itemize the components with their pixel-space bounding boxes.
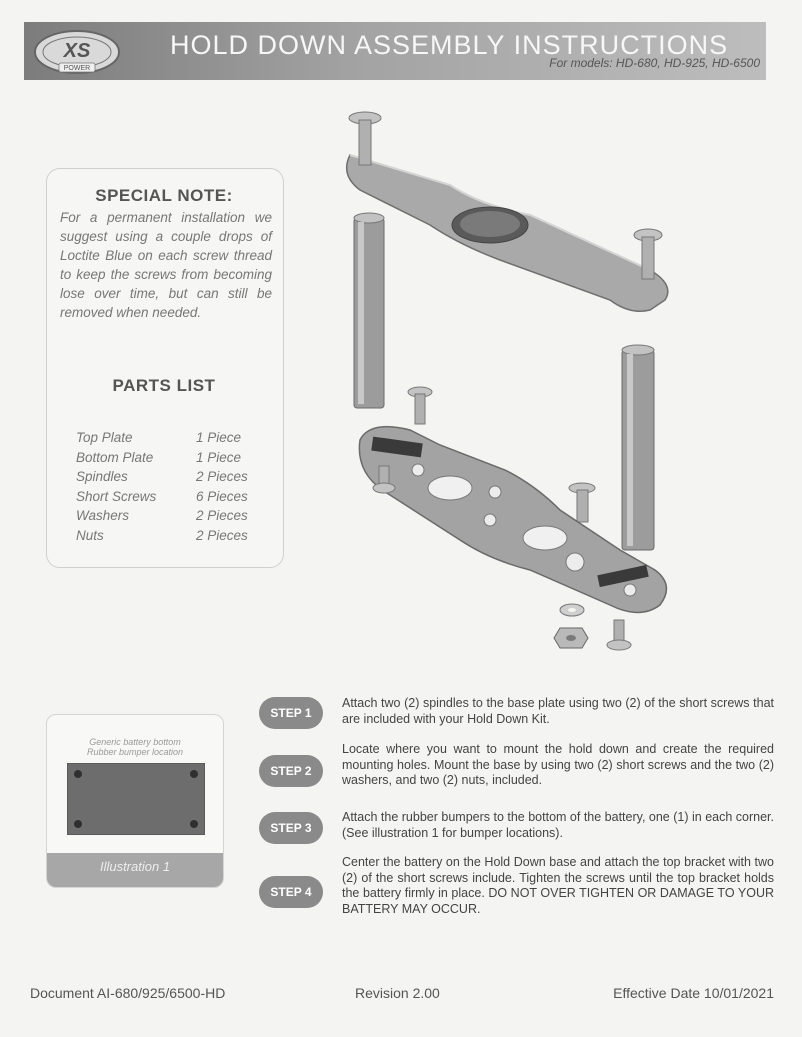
logo-subtext: POWER: [63, 65, 91, 72]
washer-icon: [560, 604, 584, 616]
assembly-diagram: [330, 100, 690, 660]
battery-bottom: [67, 763, 205, 835]
part-name: Nuts: [76, 527, 104, 543]
top-plate: [347, 155, 668, 311]
list-item: [76, 430, 276, 450]
bumper-icon: [74, 770, 82, 778]
illustration-label: Rubber bumper location: [86, 747, 184, 757]
step-text: Locate where you want to mount the hold down and create the required mounting holes. Mount the base by using two (2) short screws and the two (2) washers, and two (2) nuts, included.: [342, 742, 774, 787]
spindle-right: [622, 345, 654, 550]
list-item: [76, 469, 276, 489]
step-badge: STEP 4: [259, 876, 323, 908]
screw-icon: [607, 620, 631, 650]
document-number: Document AI-680/925/6500-HD: [30, 985, 226, 1001]
step-text: Center the battery on the Hold Down base and attach the top bracket with two (2) of the short screws include. Tighten the screws until the top bracket holds the battery firmly in place. DO NOT OVER TIGHTEN OR DAMAGE TO YOUR BATTERY MAY OCCUR.: [342, 855, 774, 916]
parts-list-title: PARTS LIST: [112, 376, 216, 395]
list-item: [76, 450, 276, 470]
screw-icon: [569, 483, 595, 522]
part-name: Short Screws: [76, 488, 157, 504]
illustration-panel: [46, 714, 224, 888]
illustration-label: Generic battery bottom: [89, 737, 181, 747]
part-qty: 1 Piece: [196, 430, 242, 445]
xs-power-logo: [32, 28, 122, 76]
nut-icon: [554, 628, 588, 648]
bumper-icon: [190, 820, 198, 828]
part-qty: 2 Pieces: [196, 469, 248, 484]
bottom-plate: [359, 427, 666, 613]
list-item: [76, 508, 276, 528]
list-item: [76, 528, 276, 548]
effective-date: Effective Date 10/01/2021: [613, 985, 774, 1001]
part-qty: 1 Piece: [196, 449, 242, 465]
bumper-icon: [190, 770, 198, 778]
models-subtitle: For models: HD-680, HD-925, HD-6500: [549, 56, 760, 70]
spindle-left: [354, 213, 384, 408]
screw-icon: [408, 387, 432, 424]
step-badge: STEP 1: [259, 697, 323, 729]
parts-list: [76, 430, 276, 547]
illustration-caption: Illustration 1: [99, 859, 171, 874]
step-text: Attach the rubber bumpers to the bottom of the battery, one (1) in each corner. (See illustration 1 for bumper locations).: [342, 810, 774, 840]
page-title: HOLD DOWN ASSEMBLY INSTRUCTIONS: [170, 30, 729, 60]
part-qty: 2 Pieces: [196, 527, 248, 543]
logo-text: XS: [63, 40, 91, 62]
list-item: [76, 489, 276, 509]
step-text: Attach two (2) spindles to the base plate using two (2) of the short screws that are included with your Hold Down Kit.: [342, 696, 774, 726]
part-name: Spindles: [76, 469, 128, 484]
special-note-title: SPECIAL NOTE:: [95, 186, 233, 205]
revision: Revision 2.00: [355, 985, 440, 1001]
part-qty: 6 Pieces: [196, 488, 248, 504]
part-name: Washers: [76, 508, 130, 523]
part-name: Top Plate: [76, 430, 133, 445]
special-note-text: For a permanent installation we suggest using a couple drops of Loctite Blue on each screw thread to keep the screws from becoming lose over time, but can still be removed when needed.: [60, 210, 272, 320]
part-qty: 2 Pieces: [196, 508, 248, 523]
bumper-icon: [74, 820, 82, 828]
step-badge: STEP 3: [259, 812, 323, 844]
part-name: Bottom Plate: [76, 449, 154, 465]
step-badge: STEP 2: [259, 755, 323, 787]
